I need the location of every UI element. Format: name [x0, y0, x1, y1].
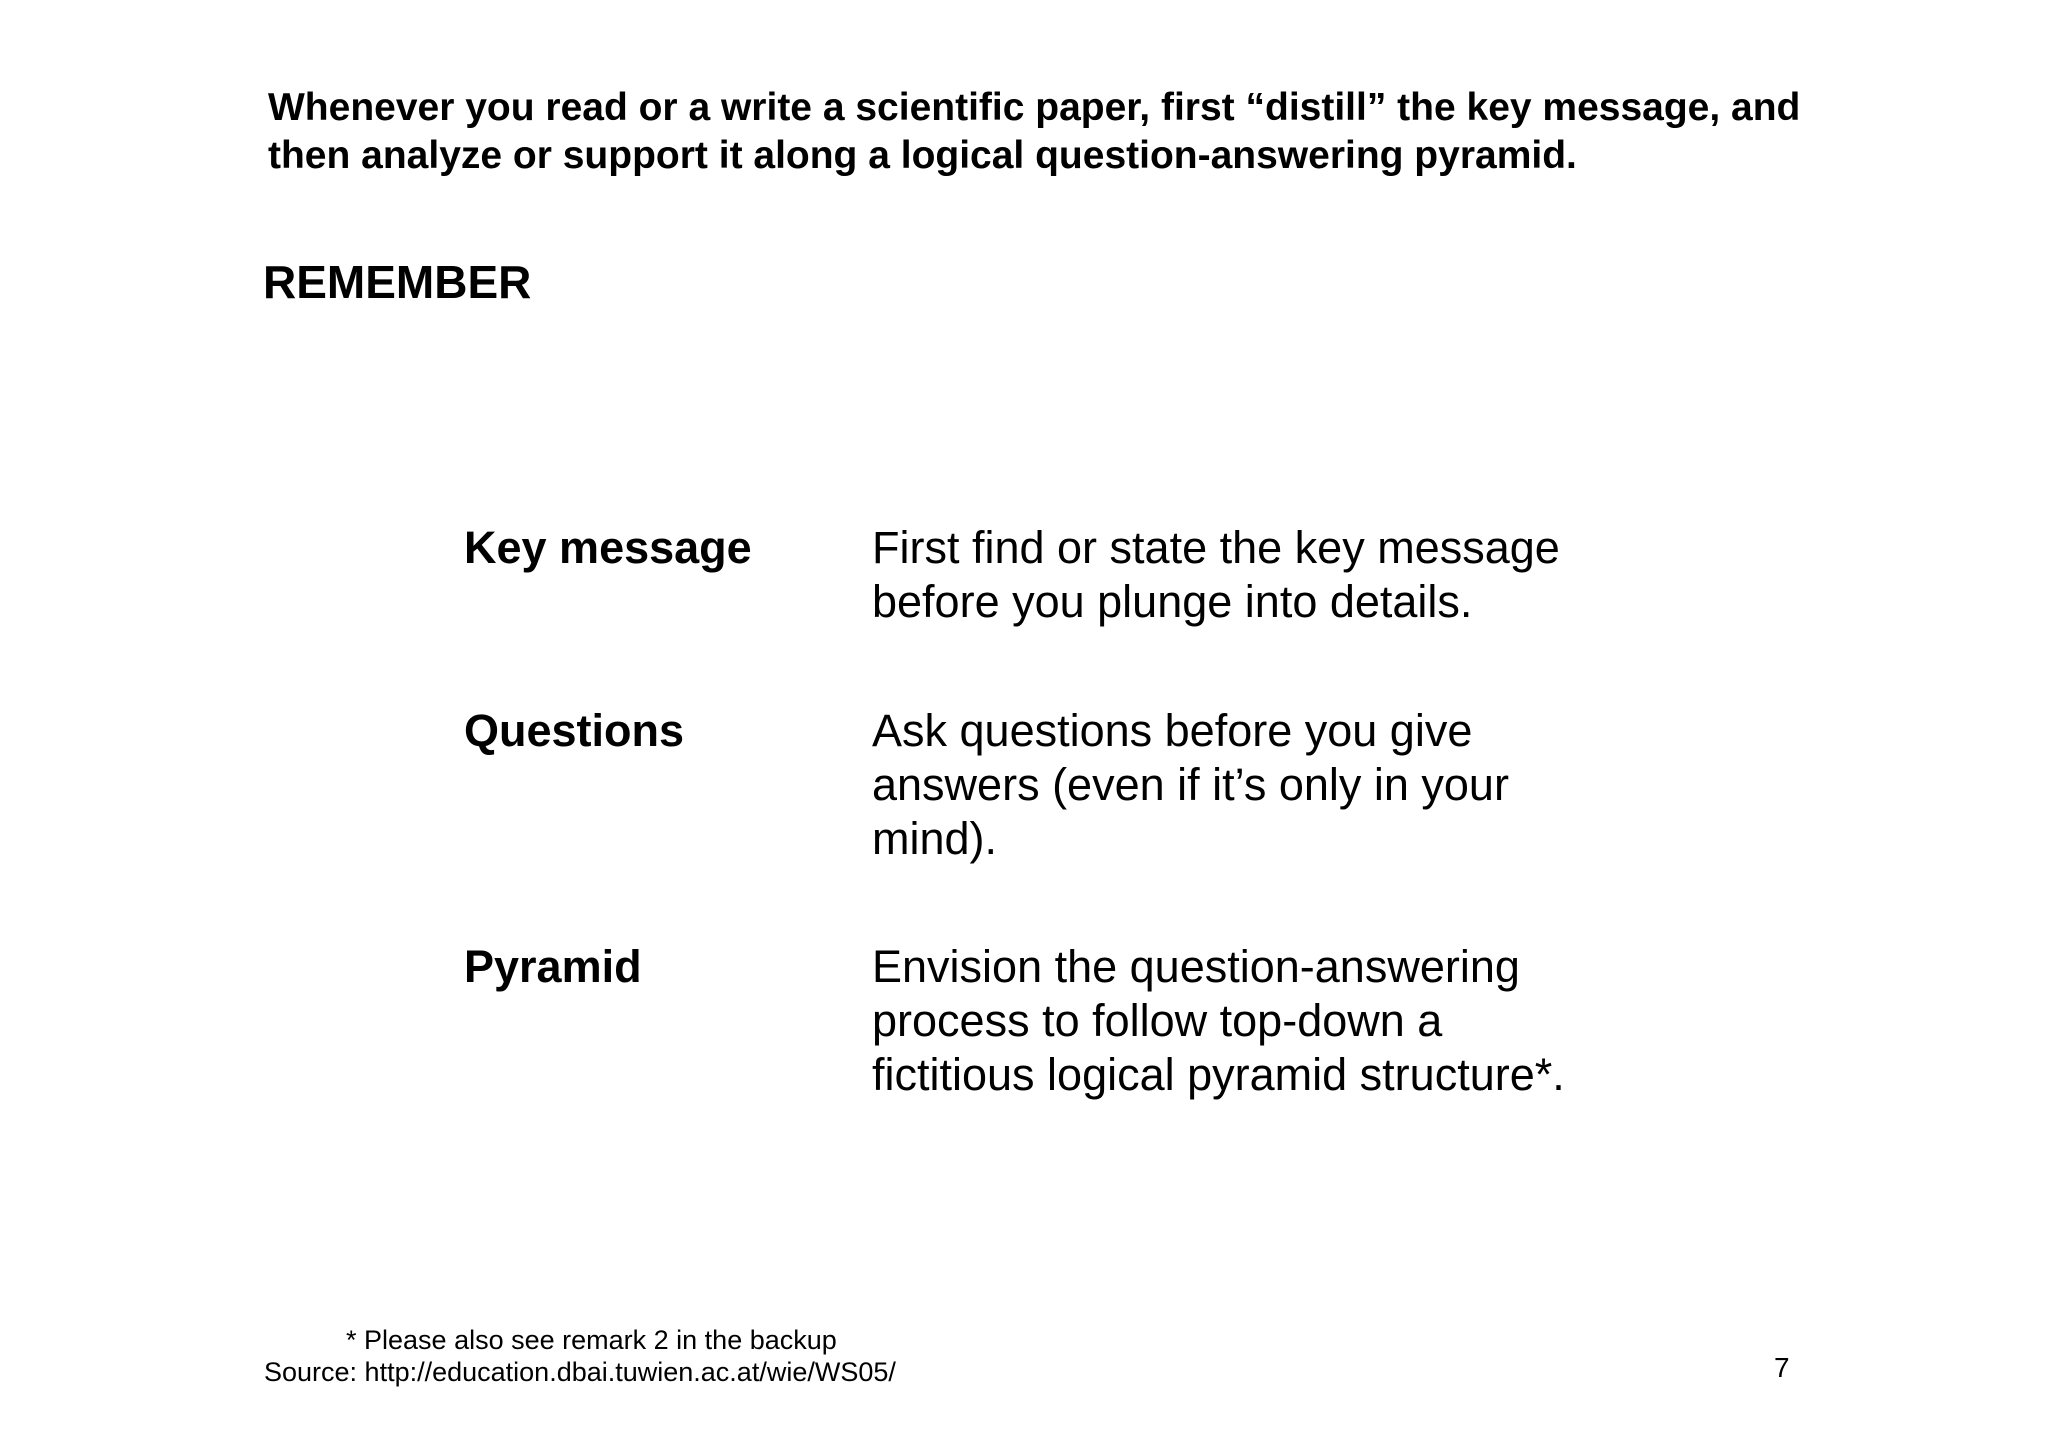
desc-key-message — [872, 521, 1560, 629]
term-key-message: Key message — [464, 522, 752, 573]
desc-line: First find or state the key message — [872, 522, 1560, 573]
desc-line: Envision the question-answering — [872, 941, 1520, 992]
desc-line: mind). — [872, 813, 998, 864]
desc-questions — [872, 704, 1509, 866]
desc-line: Ask questions before you give — [872, 705, 1473, 756]
desc-line: answers (even if it’s only in your — [872, 759, 1509, 810]
intro-line-2: then analyze or support it along a logical question-answering pyramid. — [268, 134, 1577, 177]
remember-heading: REMEMBER — [263, 256, 532, 308]
desc-line: fictitious logical pyramid structure*. — [872, 1049, 1565, 1100]
desc-line: before you plunge into details. — [872, 576, 1473, 627]
term-pyramid: Pyramid — [464, 941, 642, 992]
intro-line-1: Whenever you read or a write a scientific paper, first “distill” the key message, and — [268, 86, 1801, 129]
desc-pyramid — [872, 940, 1565, 1102]
intro-text — [268, 84, 1888, 180]
footnote: * Please also see remark 2 in the backup — [346, 1325, 837, 1355]
desc-line: process to follow top-down a — [872, 995, 1443, 1046]
page-number: 7 — [1774, 1352, 1790, 1383]
term-questions: Questions — [464, 705, 685, 756]
source-citation: Source: http://education.dbai.tuwien.ac.at/wie/WS05/ — [264, 1357, 896, 1387]
